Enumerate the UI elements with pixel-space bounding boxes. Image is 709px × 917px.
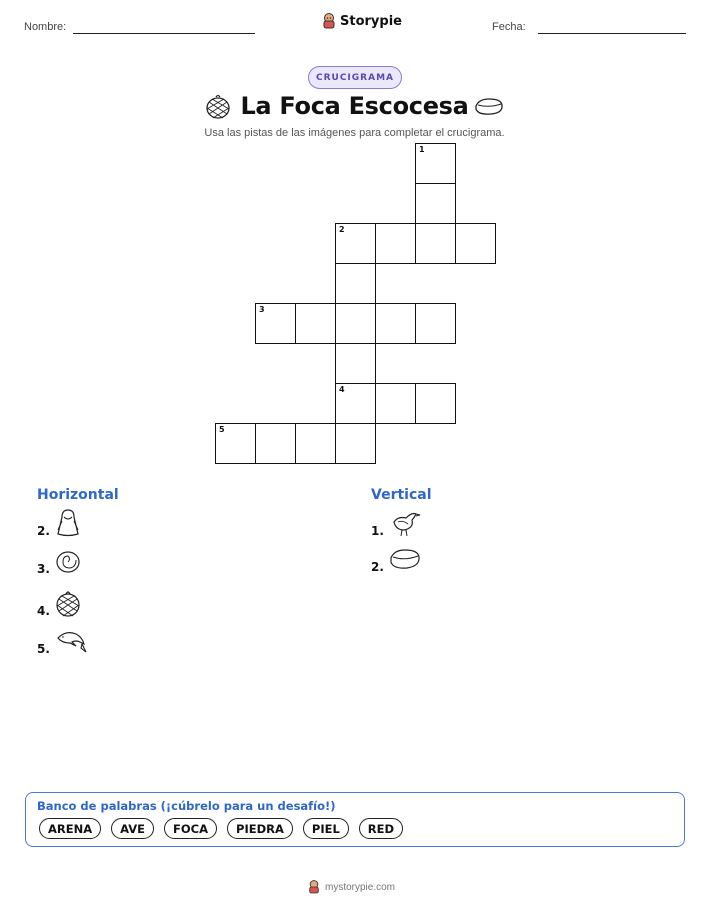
grid-cell[interactable] xyxy=(335,223,376,264)
grid-cell[interactable] xyxy=(375,223,416,264)
clue-horizontal-5 xyxy=(37,628,88,656)
word-bank-list xyxy=(39,818,403,839)
brand-name: Storypie xyxy=(340,13,402,29)
grid-cell[interactable] xyxy=(335,303,376,344)
vertical-heading: Vertical xyxy=(371,487,432,503)
clue-number-label: 4. xyxy=(37,604,50,618)
instructions: Usa las pistas de las imágenes para completar el crucigrama. xyxy=(204,127,505,139)
grid-cell[interactable] xyxy=(415,183,456,224)
grid-cell[interactable] xyxy=(295,303,336,344)
grid-cell[interactable] xyxy=(415,383,456,424)
word-bank-item: PIEDRA xyxy=(227,818,293,839)
clue-horizontal-3 xyxy=(37,548,82,576)
hooded-cloak-icon xyxy=(54,508,82,538)
word-bank-item: ARENA xyxy=(39,818,101,839)
grid-cell[interactable] xyxy=(415,223,456,264)
date-label: Fecha: xyxy=(492,21,526,33)
grid-cell[interactable] xyxy=(255,303,296,344)
clue-number: 4 xyxy=(339,385,345,394)
clue-number: 2 xyxy=(339,225,345,234)
grid-cell[interactable] xyxy=(335,423,376,464)
grid-cell[interactable] xyxy=(415,143,456,184)
clue-vertical-2 xyxy=(371,548,422,574)
clue-number: 1 xyxy=(419,145,425,154)
date-field-line[interactable] xyxy=(538,33,686,34)
grid-cell[interactable] xyxy=(255,423,296,464)
clue-horizontal-2 xyxy=(37,508,82,538)
grid-cell[interactable] xyxy=(295,423,336,464)
page-title: La Foca Escocesa xyxy=(240,92,469,120)
clue-number-label: 5. xyxy=(37,642,50,656)
brand-logo xyxy=(322,13,402,29)
clue-number-label: 2. xyxy=(371,560,384,574)
clue-number-label: 3. xyxy=(37,562,50,576)
stone-icon xyxy=(473,96,505,118)
horizontal-heading: Horizontal xyxy=(37,487,119,503)
word-bank-item: FOCA xyxy=(164,818,217,839)
grid-cell[interactable] xyxy=(375,303,416,344)
word-bank-item: RED xyxy=(359,818,403,839)
clue-vertical-1 xyxy=(371,508,422,538)
name-field-line[interactable] xyxy=(73,33,255,34)
grid-cell[interactable] xyxy=(375,383,416,424)
word-bank-item: PIEL xyxy=(303,818,349,839)
grid-cell[interactable] xyxy=(415,303,456,344)
crossword-badge: CRUCIGRAMA xyxy=(308,66,402,89)
grid-cell[interactable] xyxy=(215,423,256,464)
grid-cell[interactable] xyxy=(335,383,376,424)
grid-cell[interactable] xyxy=(335,263,376,304)
stone-icon xyxy=(388,548,422,574)
footer xyxy=(308,880,395,894)
word-bank-title: Banco de palabras (¡cúbrelo para un desafío!) xyxy=(37,799,336,813)
word-bank-item: AVE xyxy=(111,818,154,839)
clue-number: 3 xyxy=(259,305,265,314)
clue-number-label: 1. xyxy=(371,524,384,538)
clue-horizontal-4 xyxy=(37,588,82,618)
name-label: Nombre: xyxy=(24,21,67,33)
grid-cell[interactable] xyxy=(335,343,376,384)
grid-cell[interactable] xyxy=(455,223,496,264)
clue-number: 5 xyxy=(219,425,225,434)
word-bank xyxy=(25,792,685,847)
dolphin-icon xyxy=(54,628,88,656)
net-icon xyxy=(54,588,82,618)
storypie-mascot-icon xyxy=(308,880,320,894)
shell-icon xyxy=(54,548,82,576)
clue-number-label: 2. xyxy=(37,524,50,538)
footer-url[interactable]: mystorypie.com xyxy=(325,881,396,893)
bird-icon xyxy=(388,508,422,538)
storypie-mascot-icon xyxy=(322,13,336,29)
